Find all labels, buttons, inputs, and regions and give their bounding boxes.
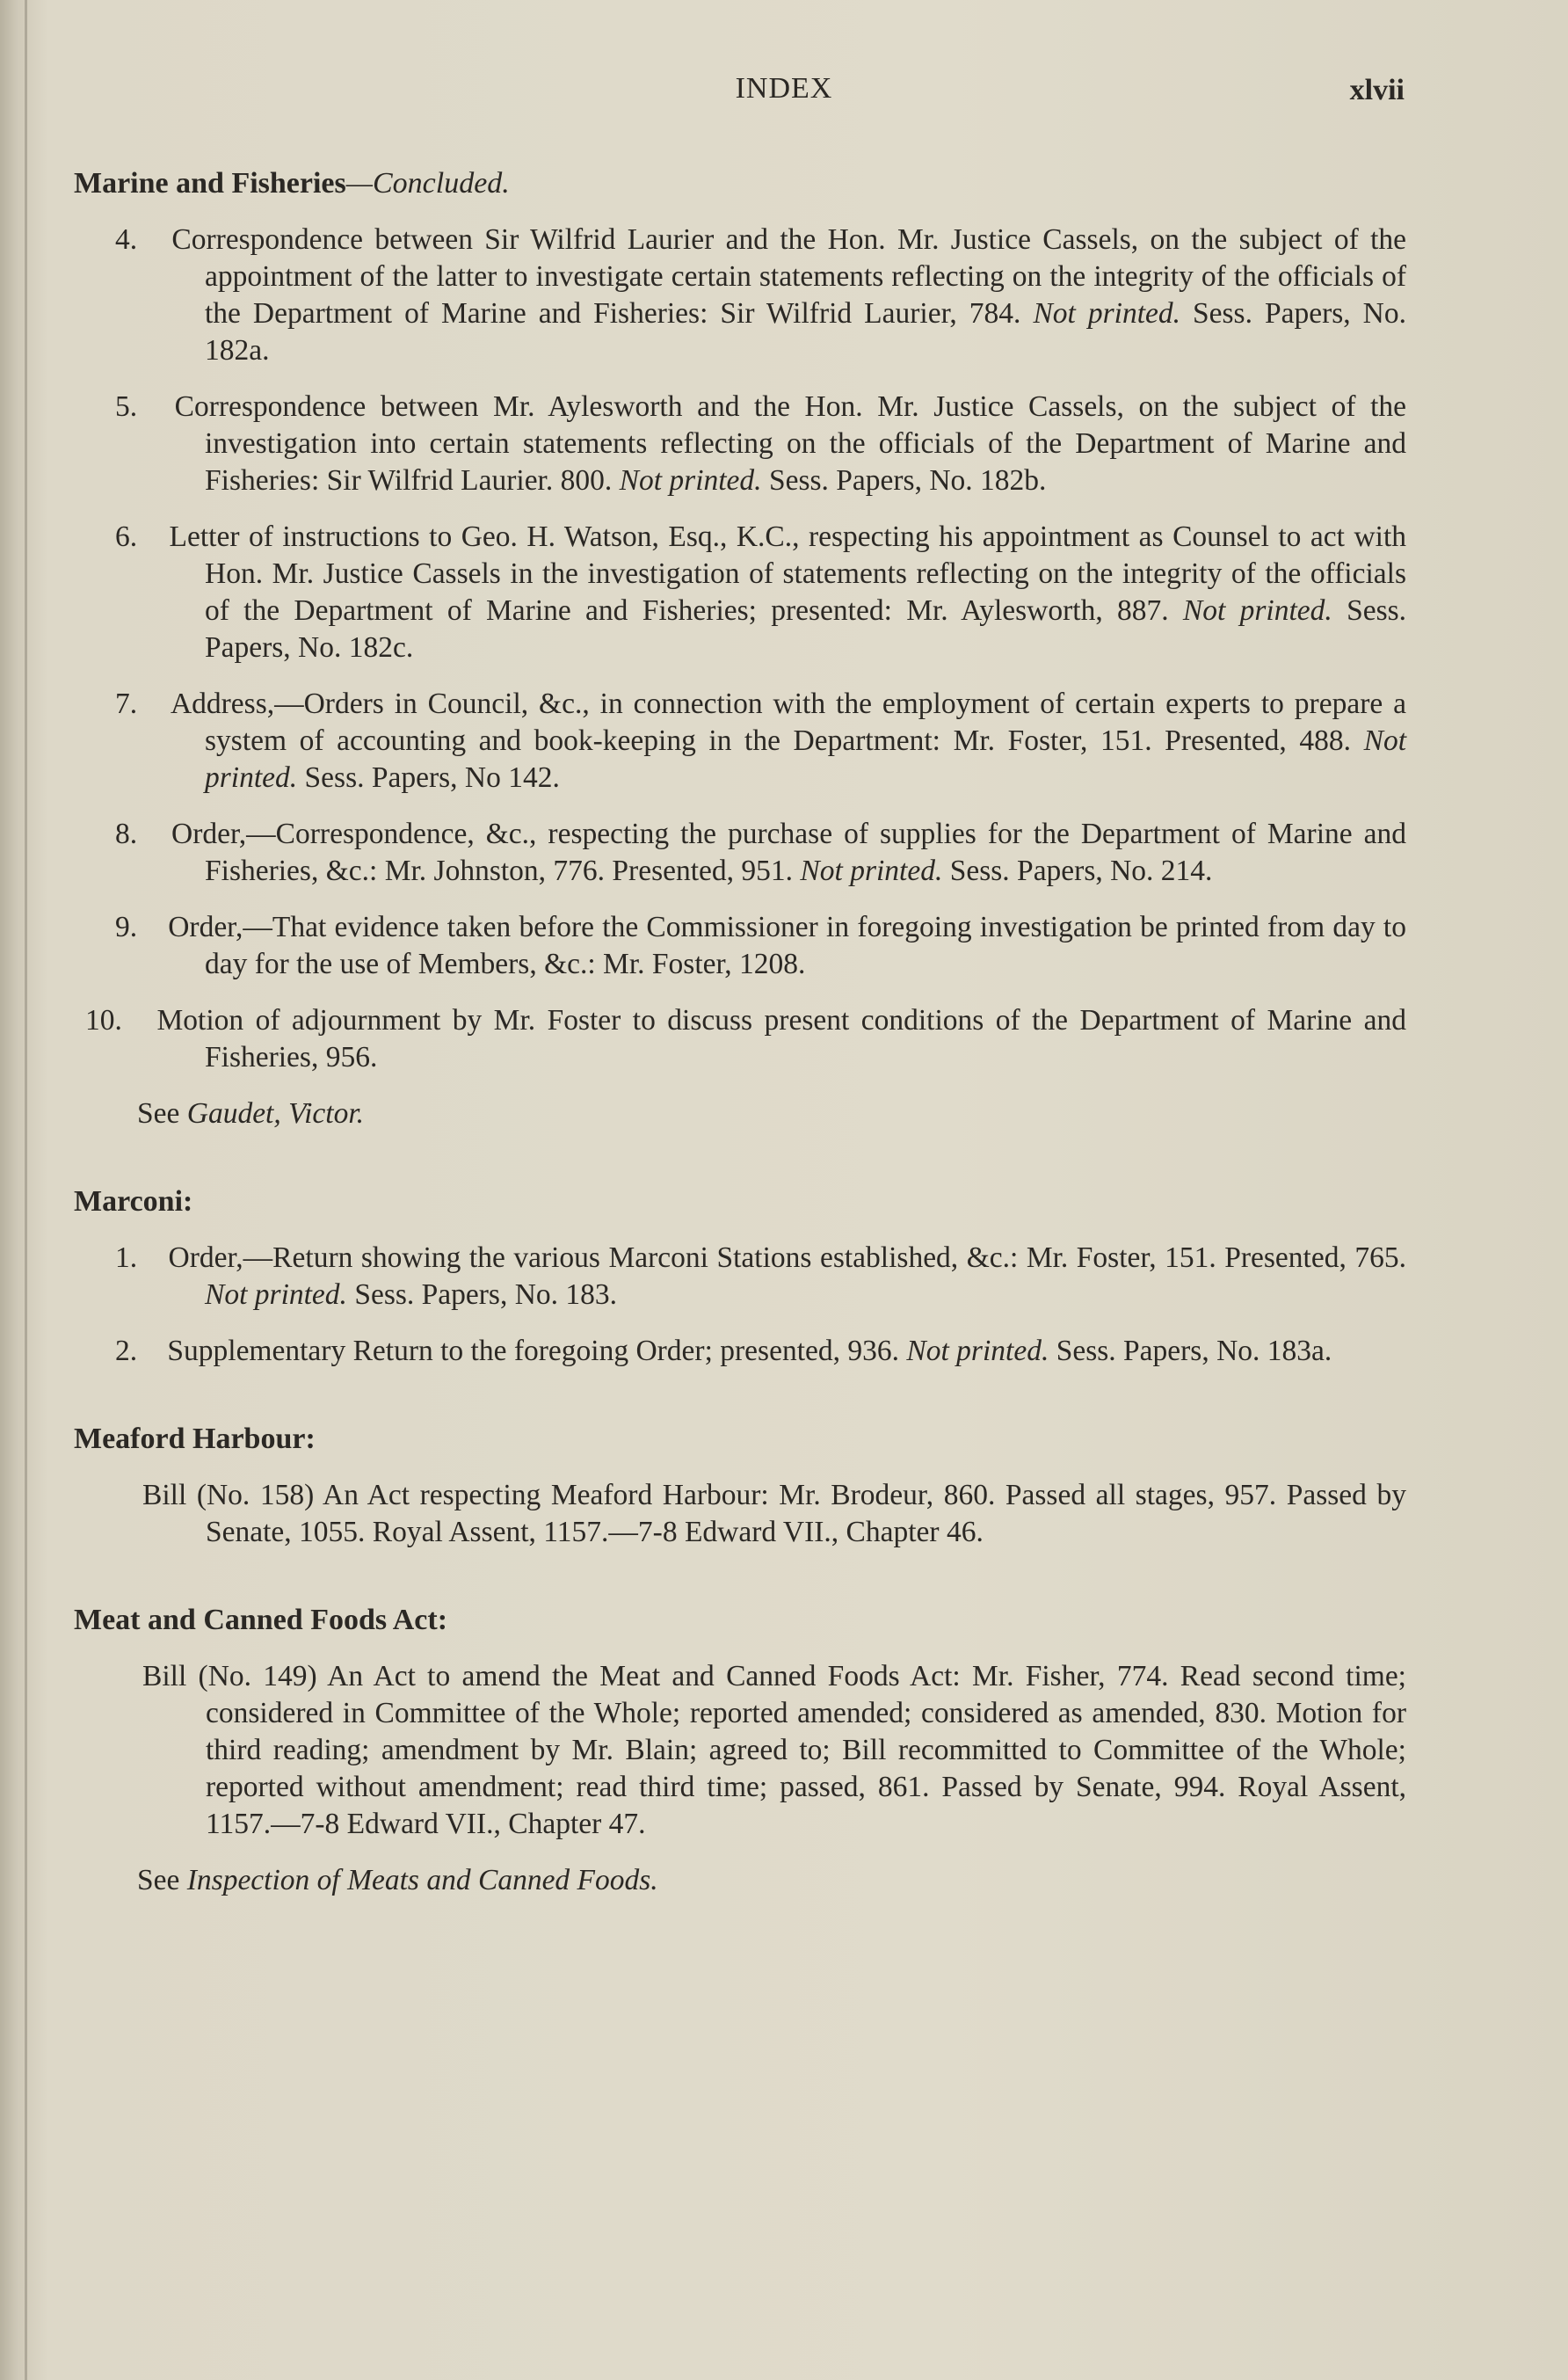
- bill-entry: Bill (No. 149) An Act to amend the Meat and Canned Foods Act: Mr. Fisher, 774. Read second time; considered in Committee of the Whole; reported amended; considered as amended, 830. Motion for third reading; amendment by Mr. Blain; agreed to; Bill recommitted to Committee of the Whole; reported without amendment; read third time; passed, 861. Passed by Senate, 994. Royal Assent, 1157.—7-8 Edward VII., Chapter 47.: [142, 1660, 1406, 1840]
- index-entry: 7. Address,—Orders in Council, &c., in connection with the employment of certain experts to prepare a system of accounting and book-keeping in the Department: Mr. Foster, 151. Presented, 488. Not printed. Sess. Papers, No 142.: [115, 688, 1407, 794]
- section-heading: Marine and Fisheries—Concluded.: [74, 167, 510, 200]
- index-entry: 10. Motion of adjournment by Mr. Foster to discuss present conditions of the Department of Marine and Fisheries, 956.: [85, 1004, 1407, 1074]
- index-entry: 6. Letter of instructions to Geo. H. Watson, Esq., K.C., respecting his appointment as Counsel to act with Hon. Mr. Justice Cassels in the investigation of statements reflecting on the integrity of the officials of the Department of Marine and Fisheries; presented: Mr. Aylesworth, 887. Not printed. Sess. Papers, No. 182c.: [115, 520, 1407, 664]
- index-entry: 1. Order,—Return showing the various Marconi Stations established, &c.: Mr. Foster, 151. Presented, 765. Not printed. Sess. Papers, No. 183.: [115, 1241, 1406, 1311]
- index-entry: 2. Supplementary Return to the foregoing Order; presented, 936. Not printed. Sess. Papers, No. 183a.: [115, 1335, 1332, 1367]
- index-entry: 4. Correspondence between Sir Wilfrid Laurier and the Hon. Mr. Justice Cassels, on the subject of the appointment of the latter to investigate certain statements reflecting on the integrity of the officials of the Department of Marine and Fisheries: Sir Wilfrid Laurier, 784. Not printed. Sess. Papers, No. 182a.: [115, 223, 1406, 367]
- index-entry: 5. Correspondence between Mr. Aylesworth and the Hon. Mr. Justice Cassels, on the subject of the investigation into certain statements reflecting on the officials of the Department of Marine and Fisheries: Sir Wilfrid Laurier. 800. Not printed. Sess. Papers, No. 182b.: [115, 390, 1406, 497]
- page-title: INDEX: [735, 72, 833, 105]
- section-heading: Meat and Canned Foods Act:: [74, 1604, 448, 1636]
- bill-entry: Bill (No. 158) An Act respecting Meaford Harbour: Mr. Brodeur, 860. Passed all stages, 957. Passed by Senate, 1055. Royal Assent, 1157.—7-8 Edward VII., Chapter 46.: [142, 1479, 1406, 1548]
- page-number: xlvii: [1349, 74, 1405, 106]
- running-head: [0, 72, 1568, 116]
- index-entry: 8. Order,—Correspondence, &c., respecting the purchase of supplies for the Department of Marine and Fisheries, &c.: Mr. Johnston, 776. Presented, 951. Not printed. Sess. Papers, No. 214.: [115, 818, 1407, 887]
- section-heading: Marconi:: [74, 1185, 193, 1218]
- section-heading: Meaford Harbour:: [74, 1423, 316, 1455]
- index-entry: 9. Order,—That evidence taken before the Commissioner in foregoing investigation be printed from day to day for the use of Members, &c.: Mr. Foster, 1208.: [115, 911, 1406, 980]
- see-reference: See Inspection of Meats and Canned Foods.: [137, 1864, 658, 1896]
- see-reference: See Gaudet, Victor.: [137, 1097, 365, 1130]
- index-content: [74, 165, 1406, 1899]
- binding-shadow: [25, 0, 27, 2380]
